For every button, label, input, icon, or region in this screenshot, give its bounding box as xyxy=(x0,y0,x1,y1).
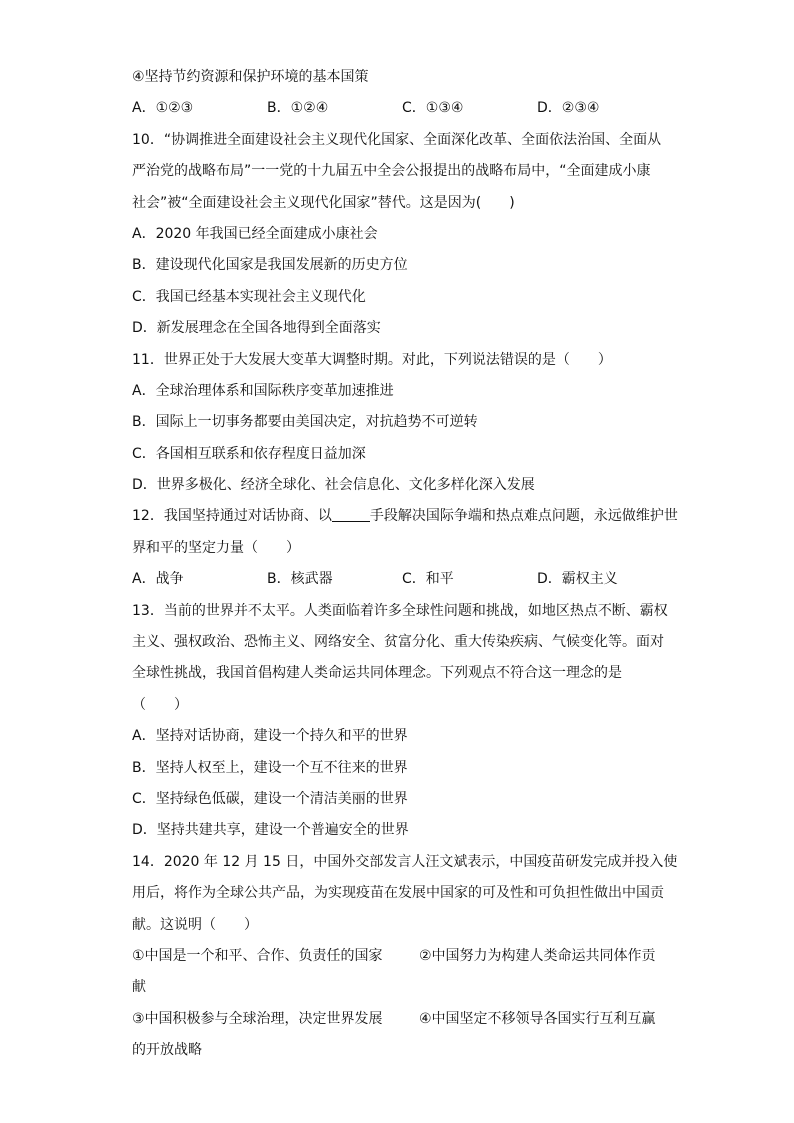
q12-option-a[interactable]: A．战争 xyxy=(132,571,184,588)
exam-page xyxy=(132,62,678,1067)
q14-stem-line-3: 献。这说明（ ） xyxy=(132,916,258,933)
q10-option-a[interactable]: A．2020 年我国已经全面建成小康社会 xyxy=(132,225,378,242)
q10-option-c[interactable]: C．我国已经基本实现社会主义现代化 xyxy=(132,288,366,305)
q14-stem-line-2: 用后，将作为全球公共产品，为实现疫苗在发展中国家的可及性和可负担性做出中国贡 xyxy=(132,885,664,902)
q14-item-3[interactable]: ③中国积极参与全球治理，决定世界发展 xyxy=(132,1010,383,1027)
q13-option-d[interactable]: D．坚持共建共享，建设一个普遍安全的世界 xyxy=(132,822,409,839)
q14-item-4[interactable]: ④中国坚定不移领导各国实行互利互赢 xyxy=(419,1010,656,1027)
q12-stem-before: 12．我国坚持通过对话协商、以 xyxy=(132,508,332,525)
q12-fill-blank[interactable] xyxy=(332,505,370,522)
q12-option-b[interactable]: B．核武器 xyxy=(267,571,333,588)
q13-stem-line-4: （ ） xyxy=(132,696,188,713)
q14-stem-line-1: 14．2020 年 12 月 15 日，中国外交部发言人汪文斌表示，中国疫苗研发完成并投入使 xyxy=(132,853,678,870)
q9-option-c[interactable]: C．①③④ xyxy=(402,100,464,117)
q11-option-a[interactable]: A．全球治理体系和国际秩序变革加速推进 xyxy=(132,382,394,399)
q13-stem-line-1: 13．当前的世界并不太平。人类面临着许多全球性问题和挑战，如地区热点不断、霸权 xyxy=(132,602,668,619)
q13-stem-line-3: 全球性挑战，我国首倡构建人类命运共同体理念。下列观点不符合这一理念的是 xyxy=(132,665,622,682)
q9-option-d[interactable]: D．②③④ xyxy=(537,100,600,117)
q11-stem: 11．世界正处于大发展大变革大调整时期。对此，下列说法错误的是（ ） xyxy=(132,351,612,368)
q11-option-c[interactable]: C．各国相互联系和依存程度日益加深 xyxy=(132,445,366,462)
q12-stem-line-1 xyxy=(132,501,678,532)
q13-option-c[interactable]: C．坚持绿色低碳，建设一个清洁美丽的世界 xyxy=(132,790,408,807)
q14-item-1[interactable]: ①中国是一个和平、合作、负责任的国家 xyxy=(132,947,383,964)
q9-options xyxy=(132,93,672,124)
q14-items-row-2 xyxy=(132,1004,672,1035)
q9-item-4: ④坚持节约资源和保护环境的基本国策 xyxy=(132,69,369,85)
q14-item-4-continued: 的开放战略 xyxy=(132,1042,202,1059)
q10-option-d[interactable]: D．新发展理念在全国各地得到全面落实 xyxy=(132,320,381,337)
q12-options xyxy=(132,564,672,595)
q14-item-2[interactable]: ②中国努力为构建人类命运共同体作贡 xyxy=(419,947,656,964)
q10-stem-line-2: 严治党的战略布局”一一党的十九届五中全会公报提出的战略布局中，“全面建成小康 xyxy=(132,163,651,180)
q11-option-b[interactable]: B．国际上一切事务都要由美国决定，对抗趋势不可逆转 xyxy=(132,414,478,431)
q9-option-a[interactable]: A．①②③ xyxy=(132,100,194,117)
q11-option-d[interactable]: D．世界多极化、经济全球化、社会信息化、文化多样化深入发展 xyxy=(132,477,535,494)
q10-option-b[interactable]: B．建设现代化国家是我国发展新的历史方位 xyxy=(132,257,408,274)
q10-stem-line-3: 社会”被“全面建设社会主义现代化国家”替代。这是因为( ) xyxy=(132,194,515,211)
q14-item-2-continued: 献 xyxy=(132,979,146,996)
q12-option-d[interactable]: D．霸权主义 xyxy=(537,571,618,588)
q12-stem-line-2: 界和平的坚定力量（ ） xyxy=(132,539,300,556)
q9-option-b[interactable]: B．①②④ xyxy=(267,100,329,117)
q13-stem-line-2: 主义、强权政治、恐怖主义、网络安全、贫富分化、重大传染疾病、气候变化等。面对 xyxy=(132,634,664,651)
q12-option-c[interactable]: C．和平 xyxy=(402,571,454,588)
q13-option-b[interactable]: B．坚持人权至上，建设一个互不往来的世界 xyxy=(132,759,408,776)
q14-items-row-1 xyxy=(132,941,672,972)
q12-stem-after: 手段解决国际争端和热点难点问题，永远做维护世 xyxy=(369,508,678,525)
q10-stem-line-1: 10．“协调推进全面建设社会主义现代化国家、全面深化改革、全面依法治国、全面从 xyxy=(132,131,662,148)
q13-option-a[interactable]: A．坚持对话协商，建设一个持久和平的世界 xyxy=(132,728,408,745)
